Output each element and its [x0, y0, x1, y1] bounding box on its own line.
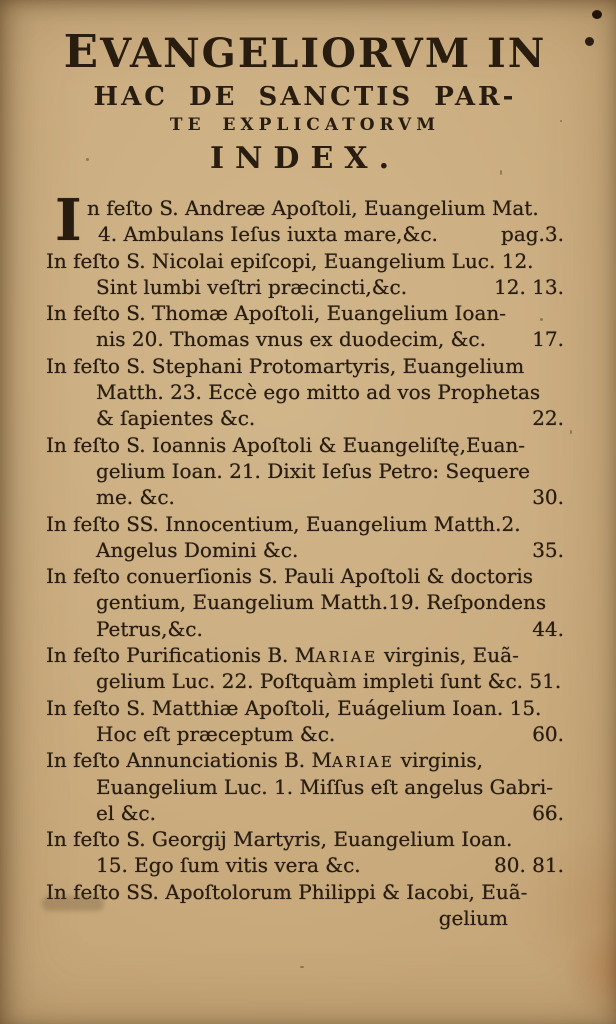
index-line [46, 827, 564, 853]
index-line [46, 354, 564, 380]
ink-speck [300, 966, 304, 968]
index-line [46, 696, 564, 722]
catchword-row [46, 906, 564, 932]
page-number: 35. [532, 537, 564, 562]
page-number: 22. [532, 406, 564, 431]
index-line [46, 485, 564, 511]
index-line [46, 775, 564, 801]
index-line [46, 669, 564, 695]
page-number: 30. [532, 485, 564, 510]
index-line-text: & ſapientes &c. [96, 406, 256, 431]
index-line [46, 380, 564, 406]
index-line-text: Angelus Domini &c. [96, 537, 299, 562]
index-line [46, 643, 564, 669]
index-line-text: In feſto S. Georgij Martyris, Euangelium Ioan. [46, 827, 513, 852]
ink-dot [585, 37, 594, 46]
index-line-text: 4. Ambulans Ieſus iuxta mare,&c. [98, 222, 438, 247]
page-number: pag.3. [501, 222, 564, 247]
index-line [46, 538, 564, 564]
index-line [46, 459, 564, 485]
page-number: 12. 13. [494, 274, 564, 299]
index-line-text: Sint lumbi veſtri præcincti,&c. [96, 274, 408, 299]
index-line-text: me. &c. [96, 485, 175, 510]
index-line-text: gelium Luc. 22. Poſtquàm impleti ſunt &c. 51. [96, 669, 562, 694]
index-line-text: In feſto S. Matthiæ Apoſtoli, Euágelium Ioan. 15. [46, 695, 542, 720]
subtitle-line: HAC DE SANCTIS PAR- [93, 82, 517, 112]
index-line-text: Euangelium Luc. 1. Miſſus eſt angelus Gabri- [96, 774, 554, 799]
index-line [46, 748, 564, 774]
page-header [46, 25, 564, 176]
index-line [46, 512, 564, 538]
index-line-text: n feſto S. Andreæ Apoſtoli, Euangelium Mat. [87, 196, 539, 220]
catchword: gelium [438, 906, 508, 931]
index-line [46, 249, 564, 275]
index-line [98, 222, 564, 248]
index-line [46, 617, 564, 643]
ink-speck [500, 170, 502, 175]
ink-speck [560, 120, 562, 122]
index-line [46, 406, 564, 432]
index-line-text: gentium, Euangelium Matth.19. Reſpondens [96, 590, 547, 615]
page-number: 17. [532, 327, 564, 352]
index-body [46, 187, 564, 932]
index-line [46, 880, 564, 906]
index-line [46, 590, 564, 616]
first-index-entry [46, 187, 564, 254]
index-line-text: Petrus,&c. [96, 616, 203, 641]
index-line [46, 853, 564, 879]
index-line-text: In feſto Annunciationis B. MARIAE virginis, [46, 748, 484, 773]
show-through-smudge [42, 896, 104, 911]
index-line-text: In feſto S. Nicolai epiſcopi, Euangelium Luc. 12. [46, 248, 534, 273]
index-line-text: In feſto S. Ioannis Apoſtoli & Euangeliſtę,Euan- [46, 432, 526, 457]
index-line-text: In feſto SS. Innocentium, Euangelium Matth.2. [46, 511, 521, 536]
index-line-text: el &c. [96, 800, 156, 825]
index-line [46, 564, 564, 590]
subtitle-line-2: TE EXPLICATORVM [169, 115, 441, 135]
index-line-text: nis 20. Thomas vnus ex duodecim, &c. [96, 327, 486, 352]
index-line [46, 301, 564, 327]
index-line-text: In feſto S. Thomæ Apoſtoli, Euangelium Ioan- [46, 301, 506, 326]
ink-speck [86, 158, 89, 161]
page-number: 60. [532, 721, 564, 746]
page-number: 80. 81. [494, 853, 564, 878]
index-line-text: In feſto conuerſionis S. Pauli Apoſtoli & doctoris [46, 564, 533, 589]
page-number: 66. [532, 800, 564, 825]
index-line-text: gelium Ioan. 21. Dixit Ieſus Petro: Sequere [96, 458, 530, 483]
index-line-text: In feſto SS. Apoſtolorum Philippi & Iacobi, Euã- [46, 879, 528, 904]
index-lines [46, 249, 564, 906]
index-line-text: Matth. 23. Eccè ego mitto ad vos Prophetas [96, 380, 541, 405]
page-number: 44. [532, 616, 564, 641]
index-line [46, 275, 564, 301]
index-line [46, 722, 564, 748]
ink-dot [592, 10, 602, 19]
ink-speck [540, 318, 543, 321]
drop-cap-initial: I [55, 187, 82, 254]
index-line-text: In feſto Purificationis B. MARIAE virginis, Euã- [46, 643, 519, 668]
index-line-text: Hoc eſt præceptum &c. [96, 721, 336, 746]
index-line [46, 801, 564, 827]
index-heading: INDEX. [209, 141, 401, 176]
index-line [46, 327, 564, 353]
main-title: EVANGELIORVM IN [63, 25, 547, 78]
index-line-text: 15. Ego ſum vitis vera &c. [96, 853, 361, 878]
index-line-text: In feſto S. Stephani Protomartyris, Euangelium [46, 353, 525, 378]
ink-speck [570, 430, 572, 434]
index-line [87, 196, 564, 222]
index-line [46, 433, 564, 459]
